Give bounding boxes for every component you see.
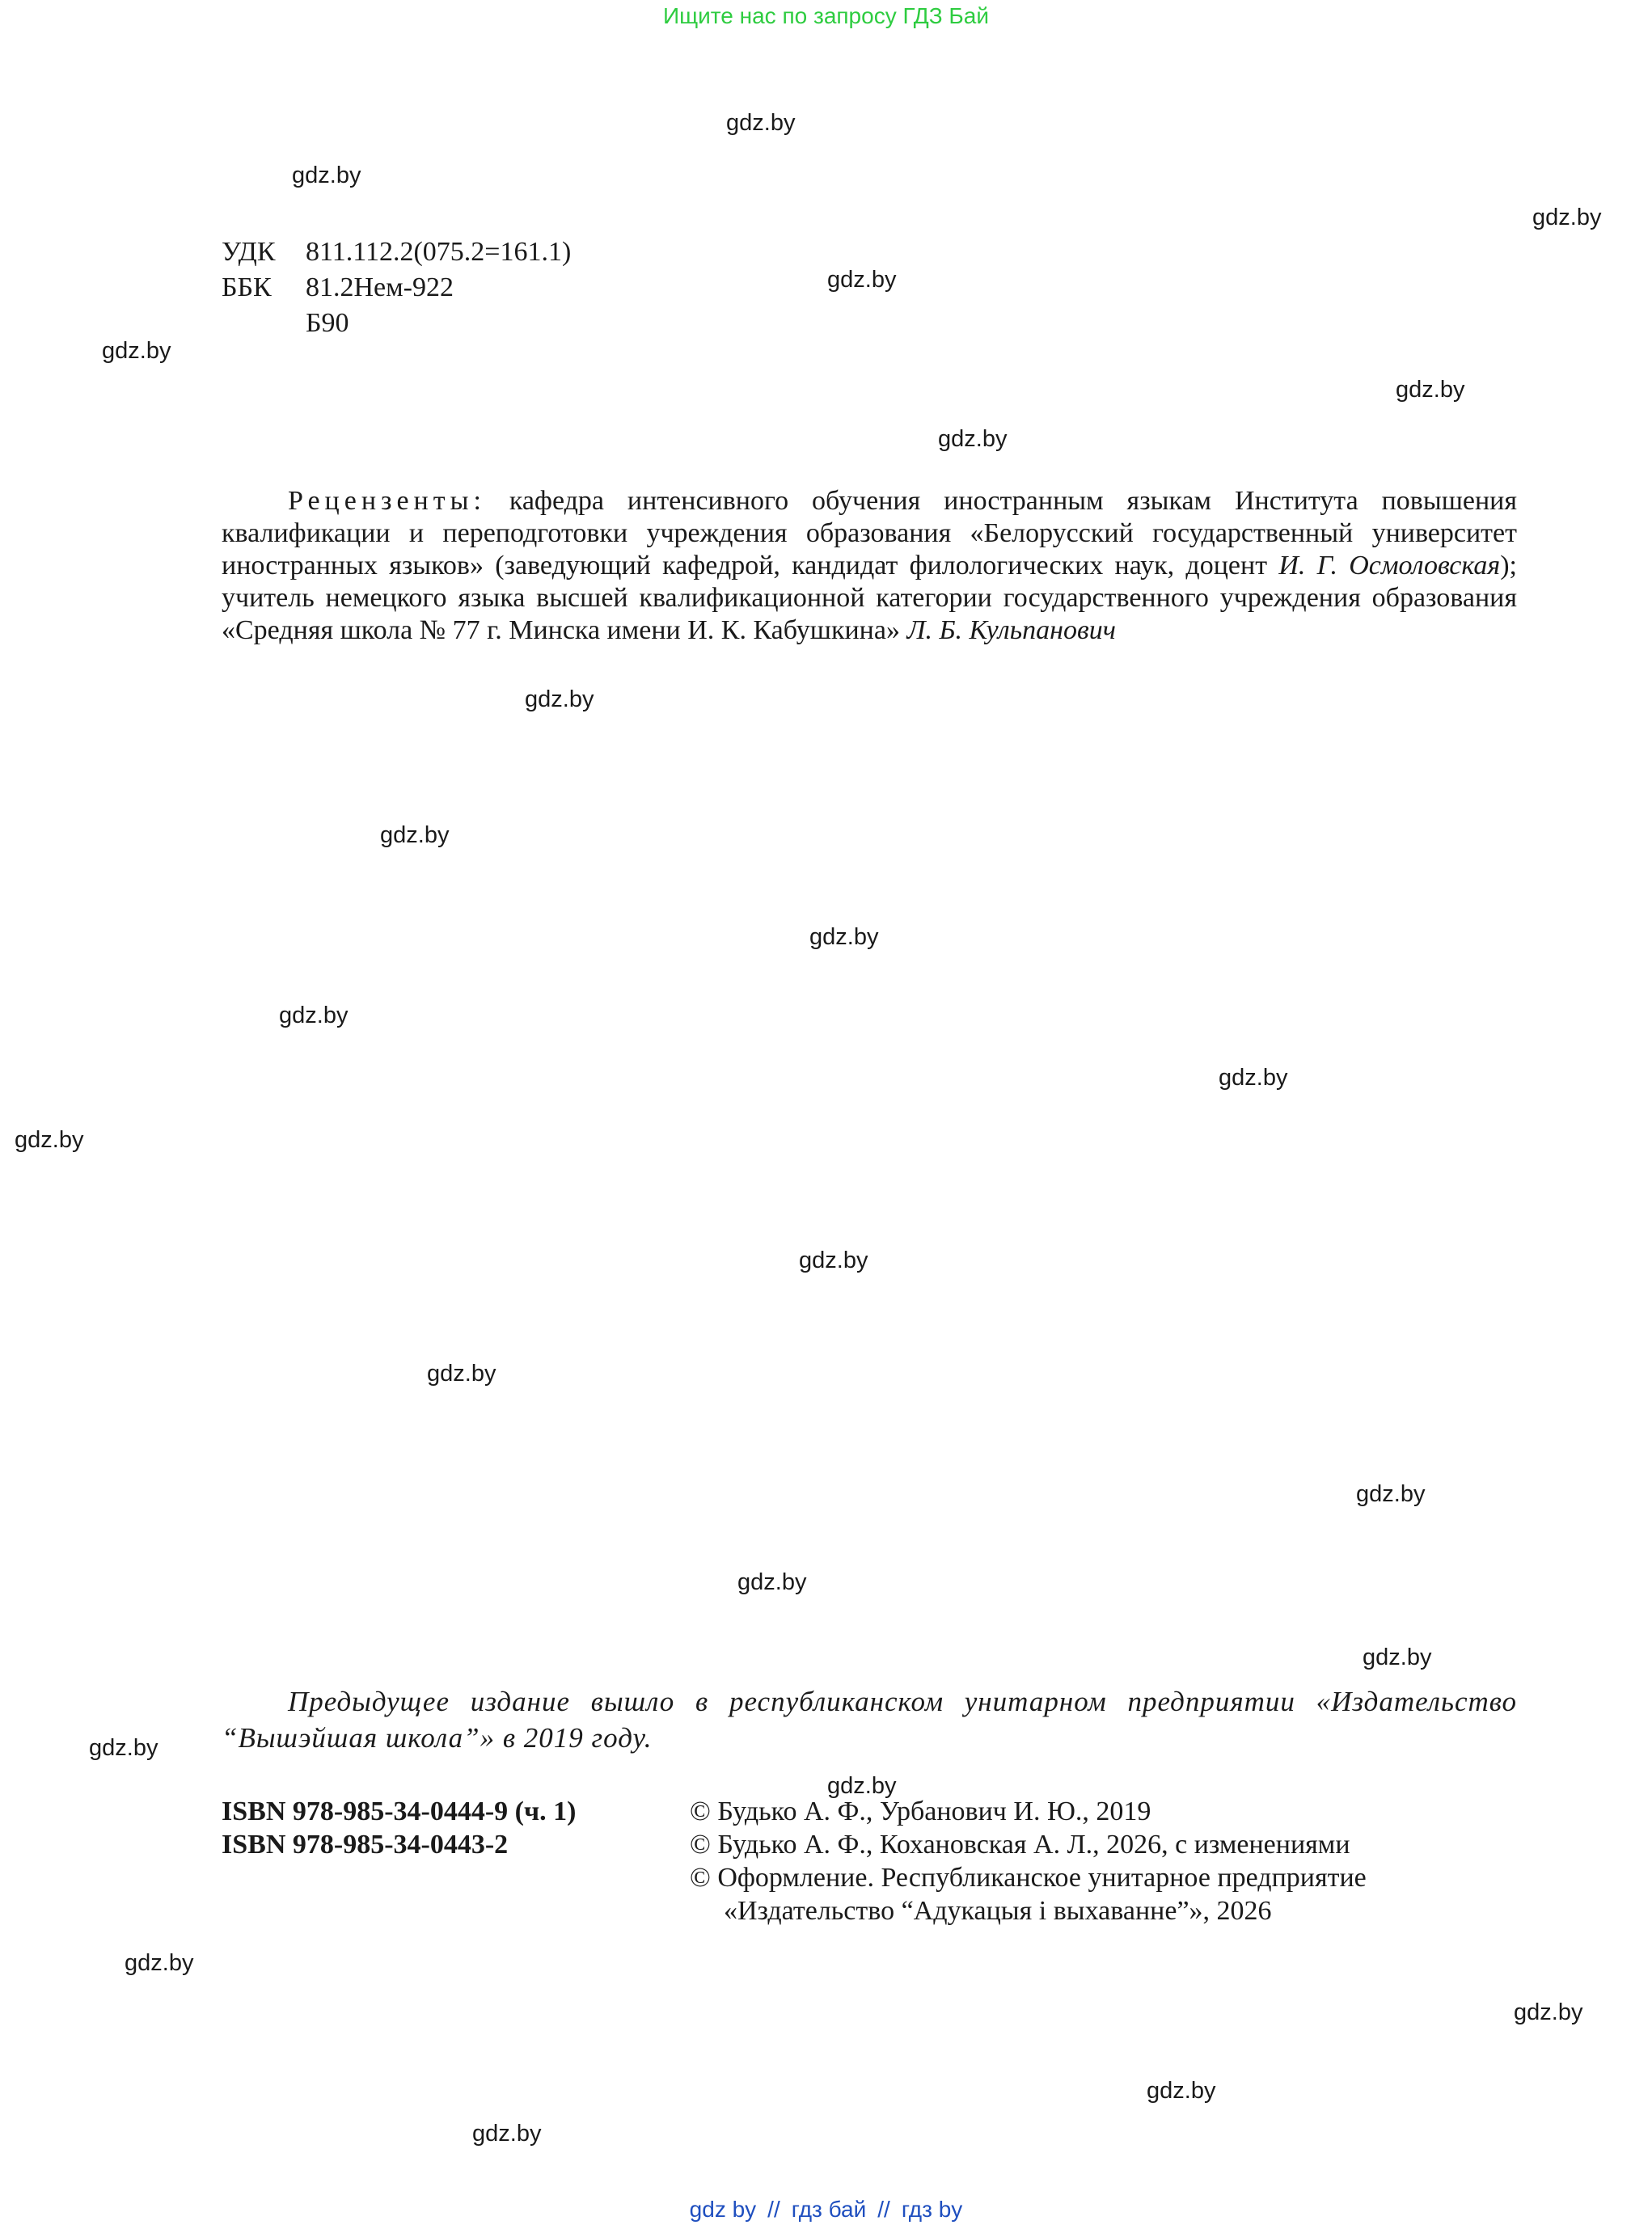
watermark: gdz.by: [125, 1950, 194, 1976]
watermark: gdz.by: [1532, 205, 1602, 230]
bbk-value: 81.2Нем-922: [306, 272, 454, 302]
reviewer-person-2: Л. Б. Кульпанович: [906, 615, 1116, 645]
watermark: gdz.by: [827, 1773, 897, 1799]
watermark: gdz.by: [1363, 1644, 1432, 1670]
previous-edition-note: Предыдущее издание вышло в республиканском унитарном предприятии «Издательство “Вышэйшая школа”» в 2019 году.: [222, 1686, 1517, 1754]
watermark: gdz.by: [827, 267, 897, 293]
isbn-line: ISBN 978-985-34-0443-2: [222, 1830, 509, 1860]
watermark: gdz.by: [525, 686, 594, 712]
classification-codes: [222, 234, 571, 341]
watermark: gdz.by: [1219, 1065, 1288, 1091]
reviewers-paragraph: [222, 485, 1517, 647]
watermark: gdz.by: [1514, 1999, 1583, 2025]
udk-value: 811.112.2(075.2=161.1): [306, 237, 572, 267]
watermark: gdz.by: [279, 1003, 349, 1028]
reviewer-person-1: И. Г. Осмоловская: [1278, 551, 1501, 581]
watermark: gdz.by: [737, 1569, 807, 1595]
watermark: gdz.by: [102, 338, 171, 364]
watermark: gdz.by: [1147, 2078, 1216, 2104]
author-mark: Б90: [306, 308, 349, 338]
watermark: gdz.by: [809, 924, 879, 950]
footer-separator: //: [767, 2197, 780, 2222]
reviewers-label: Рецензенты:: [288, 486, 486, 516]
watermark: gdz.by: [1396, 377, 1465, 403]
watermark: gdz.by: [89, 1735, 158, 1761]
reviewers-text-2: ); учитель немецкого языка высшей квалификационной категории государственного учреждения образования «Средняя школа № 77 г. Минска имени И. К. Кабушкина»: [222, 551, 1517, 645]
watermark: gdz.by: [472, 2121, 542, 2147]
copyright-line: © Будько А. Ф., Кохановская А. Л., 2026, с изменениями: [690, 1830, 1350, 1860]
footer-link[interactable]: gdz by: [689, 2197, 757, 2222]
udk-label: УДК: [222, 237, 276, 267]
watermark: gdz.by: [1356, 1481, 1426, 1507]
watermark: gdz.by: [15, 1127, 84, 1153]
copyright-line: © Оформление. Республиканское унитарное предприятие: [690, 1863, 1367, 1893]
watermark: gdz.by: [427, 1361, 496, 1387]
footer-link[interactable]: гдз by: [901, 2197, 963, 2222]
reviewers-text-1: кафедра интенсивного обучения иностранным языкам Института повышения квалификации и переподготовки учреждения образования «Белорусский государственный университет иностранных языков» (заведующий кафедрой, кандидат филологических наук, доцент: [222, 486, 1517, 581]
watermark: gdz.by: [380, 822, 450, 848]
top-banner[interactable]: Ищите нас по запросу ГДЗ Бай: [662, 3, 990, 28]
footer-separator: //: [877, 2197, 890, 2222]
copyright-line: © Будько А. Ф., Урбанович И. Ю., 2019: [690, 1796, 1151, 1826]
watermark: gdz.by: [938, 426, 1008, 452]
isbn-block: [222, 1795, 576, 1861]
copyright-line: «Издательство “Адукацыя і выхаванне”», 2026: [724, 1896, 1272, 1926]
watermark: gdz.by: [292, 163, 361, 188]
isbn-line: ISBN 978-985-34-0444-9 (ч. 1): [222, 1796, 577, 1826]
copyright-block: [690, 1795, 1367, 1927]
watermark: gdz.by: [799, 1248, 868, 1273]
footer-links: [0, 2197, 1652, 2223]
watermark: gdz.by: [726, 110, 796, 136]
bbk-label: ББК: [222, 272, 272, 302]
footer-link[interactable]: гдз бай: [791, 2197, 867, 2222]
